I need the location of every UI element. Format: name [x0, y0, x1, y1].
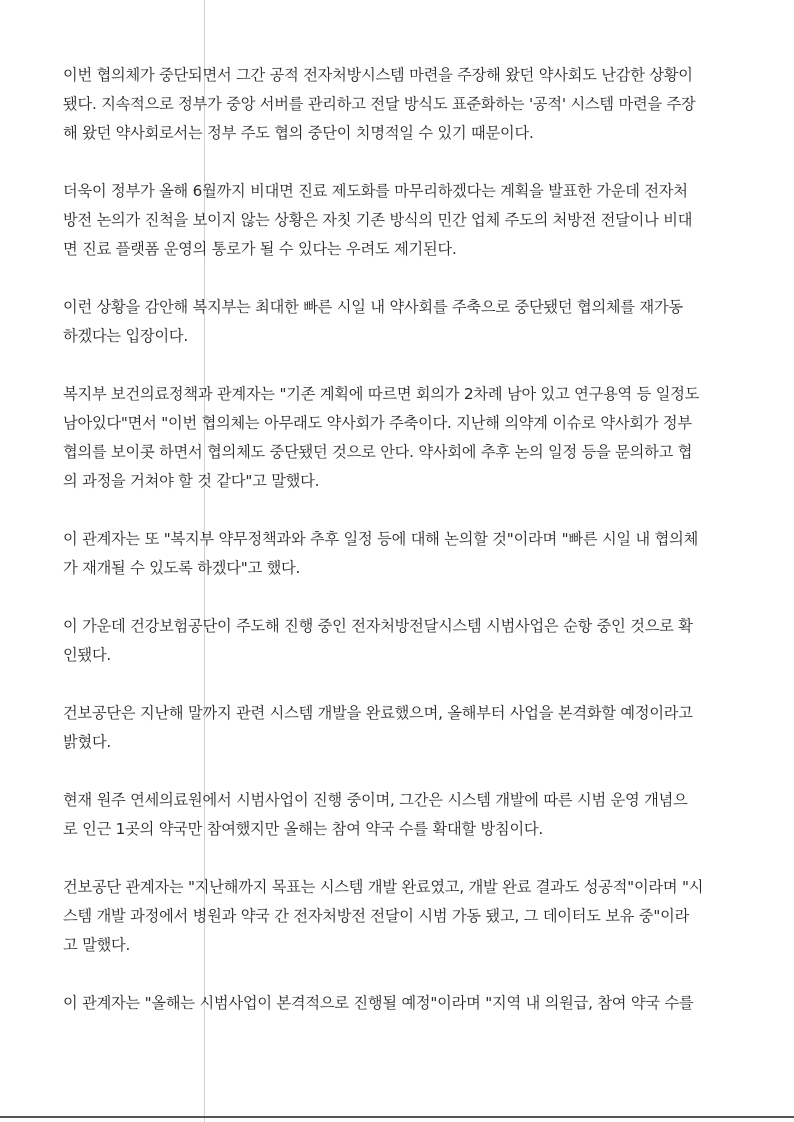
text-line: 됐다. 지속적으로 정부가 중앙 서버를 관리하고 전달 방식도 표준화하는 '공적' 시스템 마련을 주장: [63, 95, 696, 113]
paragraph: [63, 699, 735, 757]
paragraph: [63, 873, 735, 960]
text-line: 고 말했다.: [63, 936, 131, 954]
text-line: 인됐다.: [63, 646, 112, 664]
text-line: 방전 논의가 진척을 보이지 않는 상황은 자칫 기존 방식의 민간 업체 주도의 처방전 전달이나 비대: [63, 211, 693, 229]
text-line: 협의를 보이콧 하면서 협의체도 중단됐던 것으로 안다. 약사회에 추후 논의 일정 등을 문의하고 협: [63, 443, 693, 461]
paragraph: [63, 525, 735, 583]
paragraph: [63, 61, 735, 148]
paragraph: [63, 380, 735, 496]
text-line: 건보공단 관계자는 "지난해까지 목표는 시스템 개발 완료였고, 개발 완료 결과도 성공적"이라며 "시: [63, 878, 704, 896]
text-line: 하겠다는 입장이다.: [63, 327, 189, 345]
text-line: 이 관계자는 "올해는 시범사업이 본격적으로 진행될 예정"이라며 "지역 내 의원급, 참여 약국 수를: [63, 994, 694, 1012]
text-line: 남아있다"면서 "이번 협의체는 아무래도 약사회가 주축이다. 지난해 의약계 이슈로 약사회가 정부: [63, 414, 692, 432]
text-line: 면 진료 플랫폼 운영의 통로가 될 수 있다는 우려도 제기된다.: [63, 240, 457, 258]
text-line: 복지부 보건의료정책과 관계자는 "기존 계획에 따르면 회의가 2차례 남아 있고 연구용역 등 일정도: [63, 385, 700, 403]
paragraph: [63, 293, 735, 351]
paragraph: [63, 177, 735, 264]
text-line: 이 가운데 건강보험공단이 주도해 진행 중인 전자처방전달시스템 시범사업은 순항 중인 것으로 확: [63, 617, 693, 635]
text-line: 밝혔다.: [63, 733, 112, 751]
paragraph: [63, 786, 735, 844]
text-line: 로 인근 1곳의 약국만 참여했지만 올해는 참여 약국 수를 확대할 방침이다.: [63, 820, 544, 838]
text-line: 이번 협의체가 중단되면서 그간 공적 전자처방시스템 마련을 주장해 왔던 약사회도 난감한 상황이: [63, 66, 693, 84]
text-line: 해 왔던 약사회로서는 정부 주도 협의 중단이 치명적일 수 있기 때문이다.: [63, 124, 534, 142]
paragraph: [63, 612, 735, 670]
paragraph: [63, 989, 735, 1018]
text-line: 의 과정을 거쳐야 할 것 같다"고 말했다.: [63, 472, 320, 490]
text-line: 이 관계자는 또 "복지부 약무정책과와 추후 일정 등에 대해 논의할 것"이라며 "빠른 시일 내 협의체: [63, 530, 699, 548]
text-line: 스템 개발 과정에서 병원과 약국 간 전자처방전 전달이 시범 가동 됐고, 그 데이터도 보유 중"이라: [63, 907, 690, 925]
text-line: 현재 원주 연세의료원에서 시범사업이 진행 중이며, 그간은 시스템 개발에 따른 시범 운영 개념으: [63, 791, 688, 809]
text-line: 가 재개될 수 있도록 하겠다"고 했다.: [63, 559, 301, 577]
text-line: 이런 상황을 감안해 복지부는 최대한 빠른 시일 내 약사회를 주축으로 중단됐던 협의체를 재가동: [63, 298, 683, 316]
page-bottom-edge: [0, 1116, 794, 1118]
text-line: 건보공단은 지난해 말까지 관련 시스템 개발을 완료했으며, 올해부터 사업을 본격화할 예정이라고: [63, 704, 693, 722]
text-line: 더욱이 정부가 올해 6월까지 비대면 진료 제도화를 마무리하겠다는 계획을 발표한 가운데 전자처: [63, 182, 688, 200]
